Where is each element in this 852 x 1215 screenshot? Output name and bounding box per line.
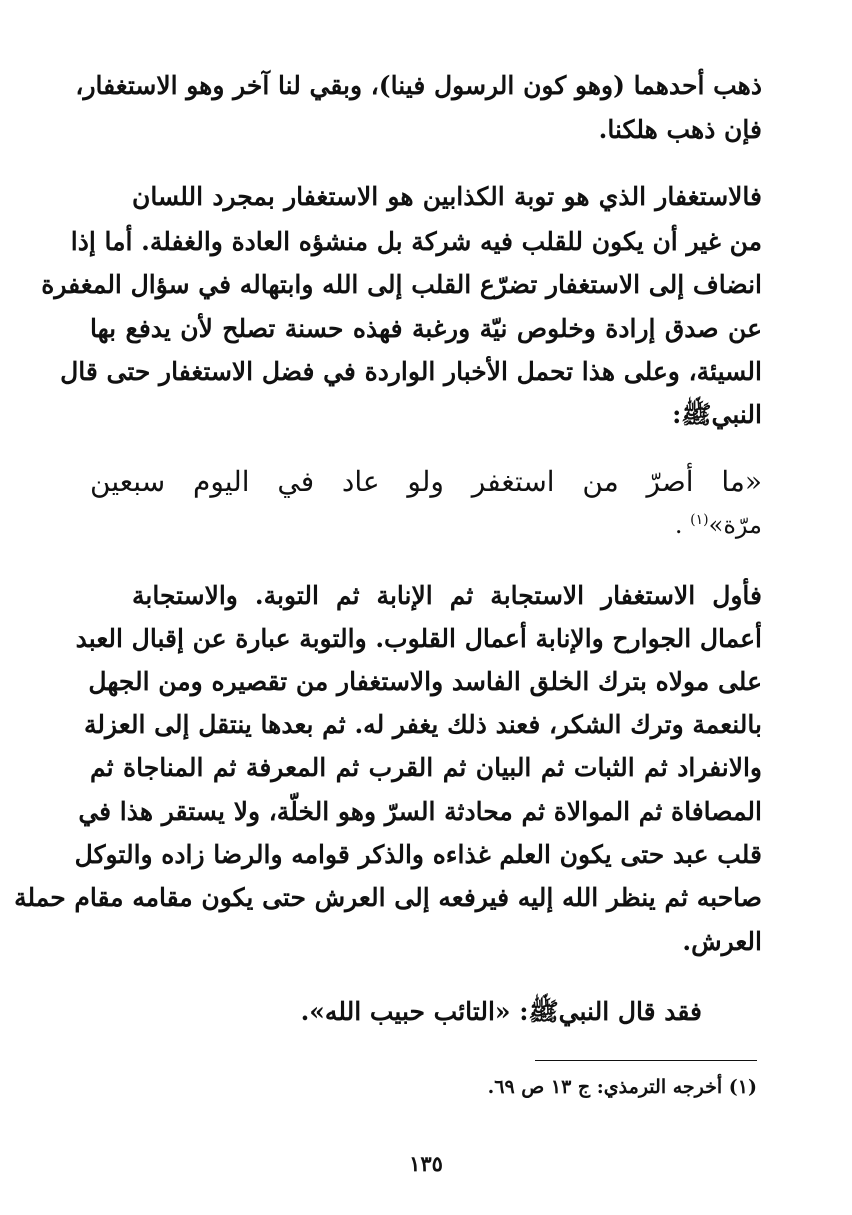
paragraph-3-line-1: فأول الاستغفار الاستجابة ثم الإنابة ثم التوبة. والاستجابة — [132, 581, 762, 610]
paragraph-3-line-7: قلب عبد حتى يكون العلم غذاءه والذكر قوامه والرضا زاده والتوكل — [74, 840, 762, 869]
footnote-marker: (١) — [690, 512, 709, 528]
hadith-line-2 — [90, 503, 762, 547]
paragraph-3-line-4: بالنعمة وترك الشكر، فعند ذلك يغفر له. ثم بعدها ينتقل إلى العزلة — [83, 710, 762, 739]
footnote-divider — [535, 1060, 757, 1061]
paragraph-3-line-5: والانفراد ثم الثبات ثم البيان ثم القرب ثم المعرفة ثم المناجاة ثم — [90, 753, 762, 782]
hadith-text-end: مرّة» — [708, 511, 762, 539]
paragraph-3-line-8: صاحبه ثم ينظر الله إليه فيرفعه إلى العرش حتى يكون مقامه مقام حملة — [14, 883, 762, 912]
paragraph-2-line-3: انضاف إلى الاستغفار تضرّع القلب إلى الله وابتهاله في سؤال المغفرة — [41, 270, 762, 299]
closing-sentence: فقد قال النبيﷺ: «التائب حبيب الله». — [300, 997, 702, 1026]
paragraph-3-line-2: أعمال الجوارح والإنابة أعمال القلوب. والتوبة عبارة عن إقبال العبد — [75, 624, 762, 653]
paragraph-3-line-6: المصافاة ثم الموالاة ثم محادثة السرّ وهو الخلّة، ولا يستقر هذا في — [78, 797, 762, 826]
paragraph-1-line-2: فإن ذهب هلكنا. — [598, 115, 762, 144]
page-number: ١٣٥ — [409, 1151, 443, 1176]
hadith-full-stop: . — [674, 511, 683, 539]
paragraph-2-line-4: عن صدق إرادة وخلوص نيّة ورغبة فهذه حسنة تصلح لأن يدفع بها — [90, 314, 762, 343]
paragraph-3-line-3: على مولاه بترك الخلق الفاسد والاستغفار من تقصيره ومن الجهل — [88, 667, 762, 696]
footnote: (١) أخرجه الترمذي: ج ١٣ ص ٦٩. — [487, 1076, 757, 1098]
paragraph-2-line-2: من غير أن يكون للقلب فيه شركة بل منشؤه العادة والغفلة. أما إذا — [70, 227, 762, 256]
hadith-line-1: «ما أصرّ من استغفر ولو عاد في اليوم سبعين — [90, 465, 762, 498]
paragraph-3-line-9: العرش. — [682, 927, 762, 956]
paragraph-2-line-1: فالاستغفار الذي هو توبة الكذابين هو الاستغفار بمجرد اللسان — [132, 182, 762, 211]
paragraph-1-line-1: ذهب أحدهما (وهو كون الرسول فينا)، وبقي لنا آخر وهو الاستغفار، — [75, 71, 762, 100]
paragraph-2-line-6: النبيﷺ: — [672, 400, 762, 429]
paragraph-2-line-5: السيئة، وعلى هذا تحمل الأخبار الواردة في فضل الاستغفار حتى قال — [60, 357, 762, 386]
